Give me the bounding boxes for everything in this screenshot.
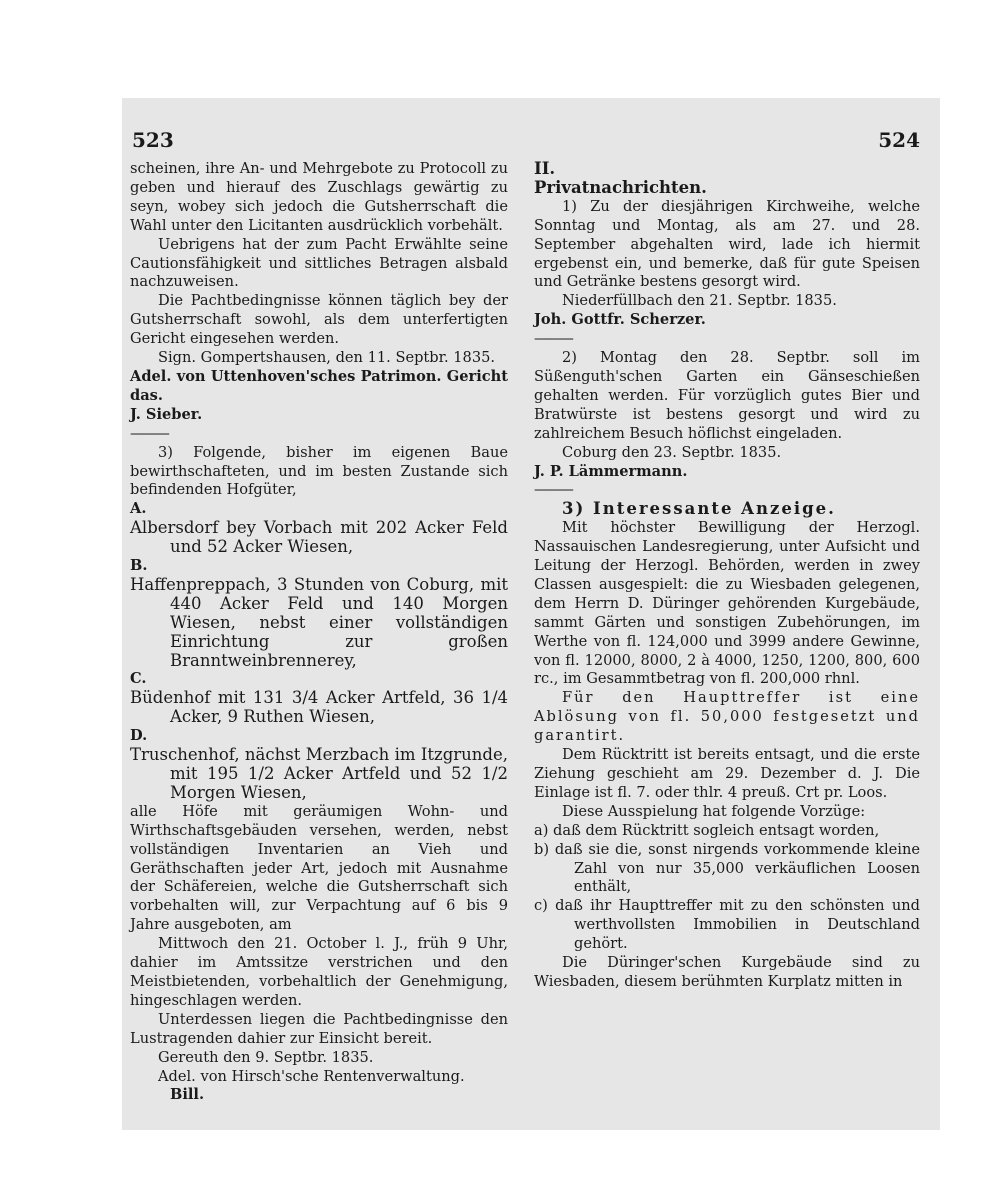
- paragraph: Coburg den 23. Septbr. 1835.: [562, 443, 782, 461]
- paragraph: scheinen, ihre An- und Mehrgebote zu Protocoll zu geben und hierauf des Zuschlags gewärtig zu seyn, wobey sich jedoch die Gutsherrschaft die Wahl unter den Licitanten ausdrücklich vorbehält.: [130, 160, 508, 234]
- paragraph: Sign. Gompertshausen, den 11. Septbr. 1835.: [158, 349, 496, 367]
- separator-rule: ———: [534, 330, 572, 348]
- paragraph: c) daß ihr Haupttreffer mit zu den schönsten und werthvollsten Immobilien in Deutschland gehört.: [534, 897, 920, 953]
- paragraph: C.: [130, 670, 147, 688]
- paragraph: Unterdessen liegen die Pachtbedingnisse den Lustragenden dahier zur Einsicht bereit.: [130, 1010, 508, 1047]
- paragraph: J. Sieber.: [130, 405, 203, 423]
- paragraph: D.: [130, 727, 148, 745]
- paragraph: Die Düringer'schen Kurgebäude sind zu Wiesbaden, diesem berühmten Kurplatz mitten in: [534, 954, 920, 990]
- paragraph: Diese Ausspielung hat folgende Vorzüge:: [562, 802, 866, 820]
- paragraph: Joh. Gottfr. Scherzer.: [534, 311, 706, 329]
- page-number-left: 523: [132, 128, 174, 152]
- paragraph: Für den Haupttreffer ist eine Ablösung von fl. 50,000 festgesetzt und garantirt.: [534, 689, 920, 745]
- left-column: [130, 160, 508, 1105]
- separator-rule: ———: [534, 481, 572, 499]
- paragraph: Büdenhof mit 131 3/4 Acker Artfeld, 36 1/4 Acker, 9 Ruthen Wiesen,: [130, 688, 508, 727]
- paragraph: Adel. von Hirsch'sche Rentenverwaltung.: [158, 1067, 465, 1085]
- paragraph: B.: [130, 557, 148, 575]
- paragraph: Gereuth den 9. Septbr. 1835.: [158, 1048, 374, 1066]
- paragraph: J. P. Lämmermann.: [534, 462, 688, 480]
- paragraph: Haffenpreppach, 3 Stunden von Coburg, mit 440 Acker Feld und 140 Morgen Wiesen, nebst einer vollständigen Einrichtung zur großen Branntweinbrennerey,: [130, 574, 508, 670]
- paragraph: Privatnachrichten.: [534, 177, 707, 197]
- paragraph: Dem Rücktritt ist bereits entsagt, und die erste Ziehung geschieht am 29. Dezember d. J. Die Einlage ist fl. 7. oder thlr. 4 preuß. Crt pr. Loos.: [534, 746, 920, 801]
- paragraph: 1) Zu der diesjährigen Kirchweihe, welche Sonntag und Montag, als am 27. und 28. September abgehalten wird, lade ich hiermit ergebenst ein, und bemerke, daß für gute Speisen und Getränke bestens gesorgt wird.: [534, 197, 920, 291]
- paragraph: II.: [534, 159, 556, 178]
- paragraph: Uebrigens hat der zum Pacht Erwählte seine Cautionsfähigkeit und sittliches Betragen alsbald nachzuweisen.: [130, 235, 508, 291]
- right-column: [534, 160, 920, 992]
- paragraph: Die Pachtbedingnisse können täglich bey der Gutsherrschaft sowohl, als dem unterfertigten Gericht eingesehen werden.: [130, 292, 508, 348]
- paragraph: b) daß sie die, sonst nirgends vorkommende kleine Zahl von nur 35,000 verkäuflichen Loosen enthält,: [534, 840, 920, 896]
- paragraph: Mittwoch den 21. October l. J., früh 9 Uhr, dahier im Amtssitze verstrichen und den Meistbietenden, vorbehaltlich der Genehmigung, hingeschlagen werden.: [130, 935, 508, 1009]
- paragraph: 3) Folgende, bisher im eigenen Baue bewirthschafteten, und im besten Zustande sich befindenden Hofgüter,: [130, 443, 508, 499]
- paragraph: Niederfüllbach den 21. Septbr. 1835.: [562, 292, 837, 310]
- paragraph: Truschenhof, nächst Merzbach im Itzgrunde, mit 195 1/2 Acker Artfeld und 52 1/2 Morgen Wiesen,: [130, 745, 508, 802]
- page-number-right: 524: [878, 128, 920, 152]
- paragraph: Bill.: [170, 1086, 205, 1104]
- paragraph: 2) Montag den 28. Septbr. soll im Süßenguth'schen Garten ein Gänseschießen gehalten werden. Für vorzüglich gutes Bier und Bratwürste ist bestens gesorgt und wird zu zahlreichem Besuch höflichst eingeladen.: [534, 349, 920, 442]
- paragraph: Mit höchster Bewilligung der Herzogl. Nassauischen Landesregierung, unter Aufsicht und Leitung der Herzogl. Behörden, werden in zwey Classen ausgespielt: die zu Wiesbaden gelegenen, dem Herrn D. Düringer gehörenden Kurgebäude, sammt Gärten und sonstigen Zubehörungen, im Werthe von fl. 124,000 und 3999 andere Gewinne, von fl. 12000, 8000, 2 à 4000, 1250, 1200, 800, 600 rc., im Gesammtbetrag von fl. 200,000 rhnl.: [534, 519, 920, 688]
- paragraph: A.: [130, 500, 147, 518]
- paragraph: Adel. von Uttenhoven'sches Patrimon. Gericht das.: [130, 367, 508, 404]
- paragraph: Albersdorf bey Vorbach mit 202 Acker Feld und 52 Acker Wiesen,: [130, 518, 508, 557]
- paragraph: 3) Interessante Anzeige.: [562, 499, 836, 519]
- paragraph: a) daß dem Rücktritt sogleich entsagt worden,: [534, 821, 880, 839]
- separator-rule: ———: [130, 424, 168, 442]
- newspaper-spread: [130, 118, 920, 1104]
- paragraph: alle Höfe mit geräumigen Wohn- und Wirthschaftsgebäuden versehen, werden, nebst vollständigen Inventarien an Vieh und Geräthschaften jeder Art, jedoch mit Ausnahme der Schäfereien, welche die Gutsherrschaft sich vorbehalten will, zur Verpachtung auf 6 bis 9 Jahre ausgeboten, am: [130, 802, 508, 934]
